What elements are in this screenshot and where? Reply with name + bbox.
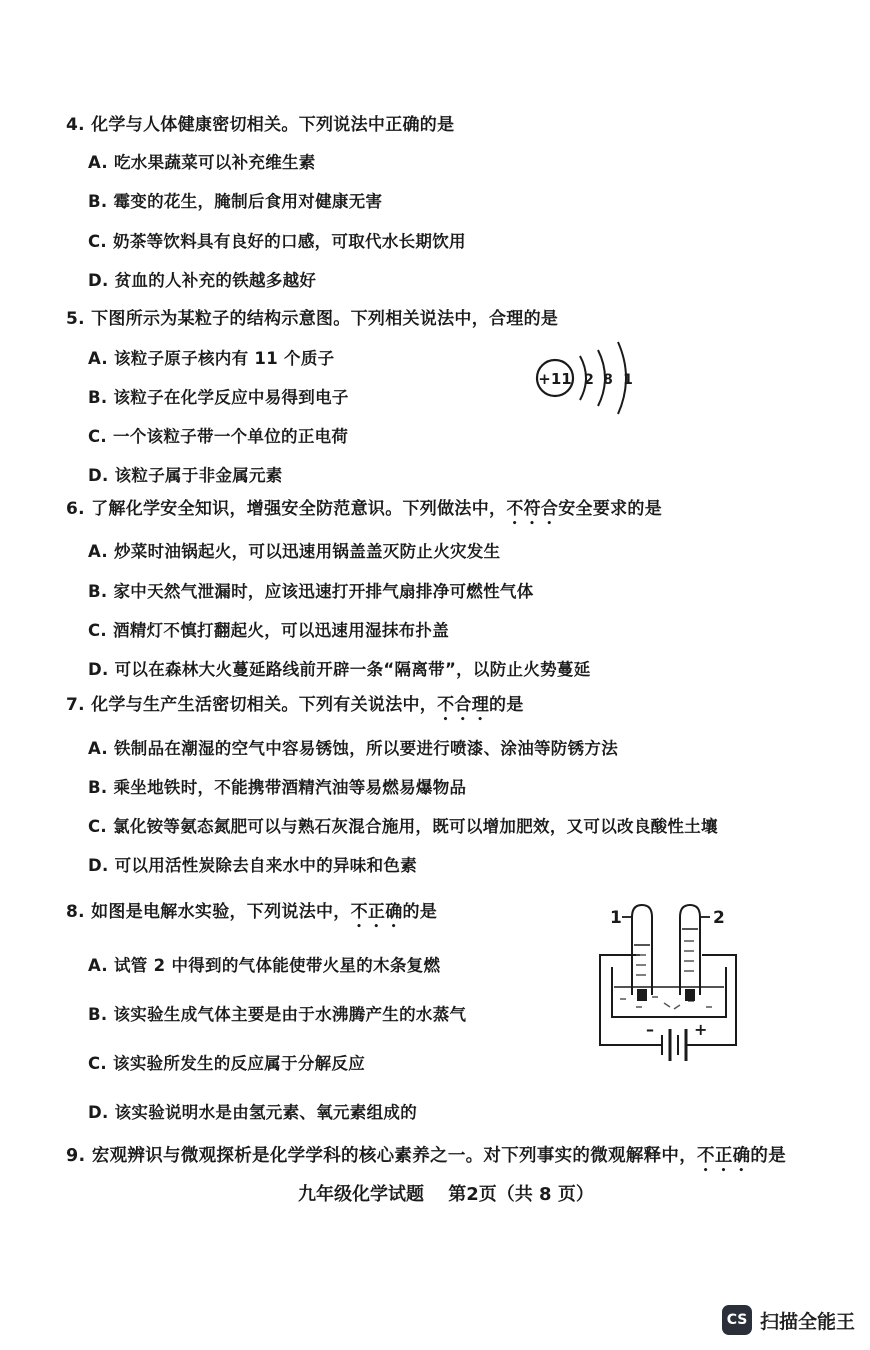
question-5-stem: 5. 下图所示为某粒子的结构示意图。下列相关说法中，合理的是 [66,309,559,329]
atom-structure-diagram [530,338,650,418]
question-8-option-b: B. 该实验生成气体主要是由于水沸腾产生的水蒸气 [88,1005,467,1024]
question-4-option-a: A. 吃水果蔬菜可以补充维生素 [88,153,316,172]
electrode-2 [685,989,695,1001]
atom-shell-electrons-1: 2 [584,372,594,388]
question-4-option-d: D. 贫血的人补充的铁越多越好 [88,271,317,290]
beaker [612,967,726,1017]
question-5-option-a: A. 该粒子原子核内有 11 个质子 [88,349,335,368]
question-5-option-c: C. 一个该粒子带一个单位的正电荷 [88,427,349,446]
tube-1-label: 1 [610,908,622,928]
question-8-option-a: A. 试管 2 中得到的气体能使带火星的木条复燃 [88,956,441,975]
question-8-option-c: C. 该实验所发生的反应属于分解反应 [88,1054,366,1073]
question-7-option-a: A. 铁制品在潮湿的空气中容易锈蚀，所以要进行喷漆、涂油等防锈方法 [88,739,618,758]
question-6-option-d: D. 可以在森林大火蔓延路线前开辟一条“隔离带”，以防止火势蔓延 [88,660,591,679]
question-8-emphasis: 不正确 [350,902,403,922]
camscanner-logo-icon: CS [722,1305,752,1335]
electrode-1 [637,989,647,1001]
atom-shell-electrons-2: 8 [603,372,613,388]
question-9-stem: 9. 宏观辨识与微观探析是化学学科的核心素养之一。对下列事实的微观解释中，不正确的是 [66,1146,787,1166]
battery-negative-sign: – [646,1020,654,1039]
tube-2-label: 2 [713,908,725,928]
question-5-option-d: D. 该粒子属于非金属元素 [88,466,283,485]
test-tube-1 [632,905,652,995]
atom-nucleus-charge: +11 [538,370,572,388]
question-8-option-d: D. 该实验说明水是由氢元素、氧元素组成的 [88,1103,418,1122]
battery-positive-sign: + [694,1020,708,1039]
tube-water-hatching [636,941,694,975]
question-6-option-a: A. 炒菜时油锅起火，可以迅速用锅盖盖灭防止火灾发生 [88,542,501,561]
electrolysis-apparatus-diagram [590,895,750,1095]
question-7-emphasis: 不合理 [437,695,490,715]
question-8-stem: 8. 如图是电解水实验，下列说法中，不正确的是 [66,902,438,922]
watermark-text: 扫描全能王 [760,1310,856,1333]
scanner-watermark [722,1305,855,1335]
question-6-option-b: B. 家中天然气泄漏时，应该迅速打开排气扇排净可燃性气体 [88,582,534,601]
water-hatching [620,997,712,1009]
question-6-stem: 6. 了解化学安全知识，增强安全防范意识。下列做法中，不符合安全要求的是 [66,499,663,519]
test-tube-2 [680,905,700,995]
atom-shell-electrons-3: 1 [623,372,633,388]
question-9-emphasis: 不正确 [697,1146,751,1166]
question-6-emphasis: 不符合 [506,499,559,519]
question-4-option-c: C. 奶茶等饮料具有良好的口感，可取代水长期饮用 [88,232,466,251]
question-7-stem: 7. 化学与生产生活密切相关。下列有关说法中，不合理的是 [66,695,524,715]
question-7-option-b: B. 乘坐地铁时，不能携带酒精汽油等易燃易爆物品 [88,778,467,797]
question-7-option-d: D. 可以用活性炭除去自来水中的异味和色素 [88,856,418,875]
question-5-option-b: B. 该粒子在化学反应中易得到电子 [88,388,349,407]
question-7-option-c: C. 氯化铵等氨态氮肥可以与熟石灰混合施用，既可以增加肥效，又可以改良酸性土壤 [88,817,718,836]
question-4-stem: 4. 化学与人体健康密切相关。下列说法中正确的是 [66,115,455,135]
question-6-option-c: C. 酒精灯不慎打翻起火，可以迅速用湿抹布扑盖 [88,621,450,640]
question-4-option-b: B. 霉变的花生，腌制后食用对健康无害 [88,192,383,211]
page-footer: 九年级化学试题 第2页（共 8 页） [298,1184,594,1205]
